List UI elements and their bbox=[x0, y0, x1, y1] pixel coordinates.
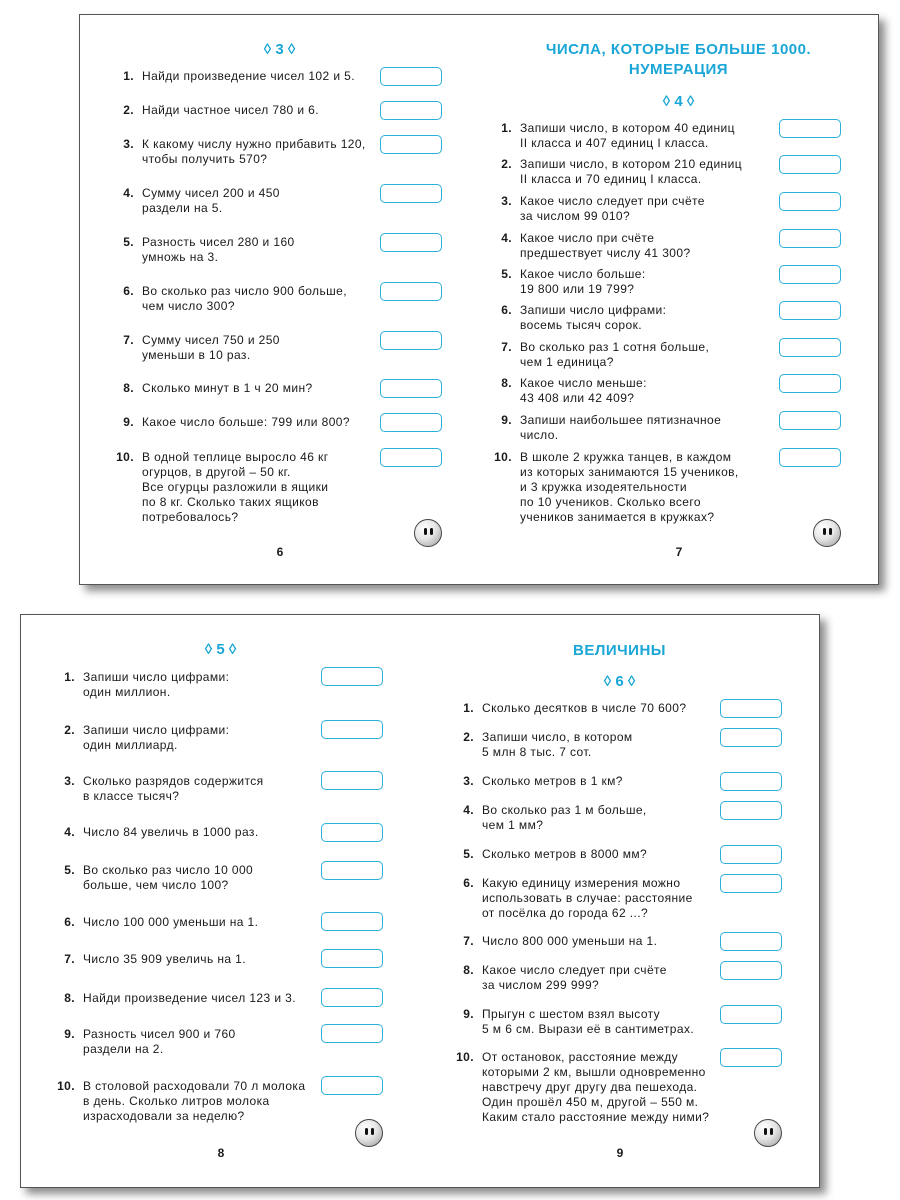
page-7 bbox=[479, 15, 878, 584]
question-text: Запиши число цифрами: один миллиард. bbox=[83, 723, 230, 752]
question-number: 6. bbox=[123, 284, 134, 298]
question-number: 8. bbox=[123, 381, 134, 395]
answer-box[interactable] bbox=[380, 135, 442, 154]
question-text: Какое число больше: 799 или 800? bbox=[142, 415, 350, 429]
question-text: Число 84 увеличь в 1000 раз. bbox=[83, 825, 259, 839]
question-text: Во сколько раз 1 м больше, чем 1 мм? bbox=[482, 803, 647, 832]
answer-box[interactable] bbox=[779, 192, 841, 211]
question-text: Разность чисел 900 и 760 раздели на 2. bbox=[83, 1027, 236, 1056]
page-title: ВЕЛИЧИНЫ bbox=[573, 642, 666, 659]
section-heading: ◊ 6 ◊ bbox=[603, 673, 636, 690]
question-number: 7. bbox=[123, 333, 134, 347]
question-text: Найди частное чисел 780 и 6. bbox=[142, 103, 319, 117]
book-spread-pages-6-7 bbox=[79, 14, 879, 585]
question-text: В одной теплице выросло 46 кг огурцов, в другой – 50 кг. Все огурцы разложили в ящики по 8 кг. Сколько таких ящиков потребовалось? bbox=[142, 450, 329, 524]
answer-box[interactable] bbox=[380, 413, 442, 432]
question-number: 7. bbox=[64, 952, 75, 966]
question-number: 2. bbox=[123, 103, 134, 117]
question-number: 3. bbox=[501, 194, 512, 208]
question-number: 7. bbox=[463, 934, 474, 948]
question-text: Найди произведение чисел 123 и 3. bbox=[83, 991, 296, 1005]
answer-box[interactable] bbox=[321, 912, 383, 931]
question-text: Запиши число цифрами: восемь тысяч сорок. bbox=[520, 303, 667, 332]
question-text: Запиши число, в котором 5 млн 8 тыс. 7 сот. bbox=[482, 730, 633, 759]
question-text: Какое число следует при счёте за числом 299 999? bbox=[482, 963, 667, 992]
answer-box[interactable] bbox=[321, 988, 383, 1007]
question-number: 5. bbox=[463, 847, 474, 861]
answer-box[interactable] bbox=[321, 771, 383, 790]
question-number: 2. bbox=[64, 723, 75, 737]
answer-box[interactable] bbox=[779, 301, 841, 320]
question-text: Сумму чисел 200 и 450 раздели на 5. bbox=[142, 186, 280, 215]
question-number: 8. bbox=[463, 963, 474, 977]
smiley-icon bbox=[813, 519, 841, 547]
page-9 bbox=[420, 615, 819, 1187]
question-number: 8. bbox=[64, 991, 75, 1005]
question-text: Запиши число, в котором 40 единиц II класса и 407 единиц I класса. bbox=[520, 121, 735, 150]
question-text: Сколько минут в 1 ч 20 мин? bbox=[142, 381, 313, 395]
smiley-icon bbox=[754, 1119, 782, 1147]
answer-box[interactable] bbox=[380, 282, 442, 301]
question-number: 4. bbox=[64, 825, 75, 839]
question-text: Сумму чисел 750 и 250 уменьши в 10 раз. bbox=[142, 333, 280, 362]
question-number: 1. bbox=[463, 701, 474, 715]
answer-box[interactable] bbox=[720, 1048, 782, 1067]
question-text: Разность чисел 280 и 160 умножь на 3. bbox=[142, 235, 295, 264]
question-number: 4. bbox=[501, 231, 512, 245]
answer-box[interactable] bbox=[380, 233, 442, 252]
question-number: 5. bbox=[501, 267, 512, 281]
question-text: Запиши наибольшее пятизначное число. bbox=[520, 413, 722, 442]
question-number: 1. bbox=[501, 121, 512, 135]
question-number: 1. bbox=[64, 670, 75, 684]
question-text: Сколько метров в 8000 мм? bbox=[482, 847, 648, 861]
question-text: Во сколько раз 1 сотня больше, чем 1 единица? bbox=[520, 340, 710, 369]
question-number: 10. bbox=[116, 450, 134, 464]
answer-box[interactable] bbox=[779, 338, 841, 357]
answer-box[interactable] bbox=[720, 801, 782, 820]
question-text: В школе 2 кружка танцев, в каждом из которых занимаются 15 учеников, и 3 кружка изодеятельности по 10 учеников. Сколько всего учеников занимается в кружках? bbox=[520, 450, 739, 524]
question-text: Прыгун с шестом взял высоту 5 м 6 см. Вырази её в сантиметрах. bbox=[482, 1007, 695, 1036]
answer-box[interactable] bbox=[380, 101, 442, 120]
question-text: Во сколько раз число 10 000 больше, чем число 100? bbox=[83, 863, 254, 892]
question-number: 4. bbox=[463, 803, 474, 817]
page-8 bbox=[21, 615, 420, 1187]
question-number: 10. bbox=[456, 1050, 474, 1064]
answer-box[interactable] bbox=[720, 874, 782, 893]
question-number: 6. bbox=[501, 303, 512, 317]
answer-box[interactable] bbox=[380, 331, 442, 350]
answer-box[interactable] bbox=[321, 823, 383, 842]
question-number: 9. bbox=[463, 1007, 474, 1021]
answer-box[interactable] bbox=[321, 949, 383, 968]
answer-box[interactable] bbox=[321, 1076, 383, 1095]
question-text: Какое число при счёте предшествует числу 41 300? bbox=[520, 231, 691, 260]
answer-box[interactable] bbox=[720, 772, 782, 791]
answer-box[interactable] bbox=[779, 374, 841, 393]
question-text: Во сколько раз число 900 больше, чем число 300? bbox=[142, 284, 347, 313]
question-text: Сколько десятков в числе 70 600? bbox=[482, 701, 687, 715]
page-title-line2: НУМЕРАЦИЯ bbox=[628, 61, 729, 78]
answer-box[interactable] bbox=[380, 379, 442, 398]
question-text: В столовой расходовали 70 л молока в день. Сколько литров молока израсходовали за неделю? bbox=[83, 1079, 306, 1123]
question-number: 6. bbox=[64, 915, 75, 929]
question-number: 10. bbox=[494, 450, 512, 464]
page-number: 6 bbox=[276, 545, 284, 559]
question-number: 2. bbox=[501, 157, 512, 171]
question-text: Число 800 000 уменьши на 1. bbox=[482, 934, 658, 948]
answer-box[interactable] bbox=[720, 961, 782, 980]
question-number: 2. bbox=[463, 730, 474, 744]
answer-box[interactable] bbox=[380, 67, 442, 86]
smiley-icon bbox=[414, 519, 442, 547]
page-number: 7 bbox=[675, 545, 683, 559]
answer-box[interactable] bbox=[779, 155, 841, 174]
question-number: 6. bbox=[463, 876, 474, 890]
page-title: ЧИСЛА, КОТОРЫЕ БОЛЬШЕ 1000. bbox=[545, 41, 812, 58]
question-number: 9. bbox=[501, 413, 512, 427]
question-number: 8. bbox=[501, 376, 512, 390]
question-number: 10. bbox=[57, 1079, 75, 1093]
answer-box[interactable] bbox=[779, 265, 841, 284]
answer-box[interactable] bbox=[720, 932, 782, 951]
answer-box[interactable] bbox=[380, 184, 442, 203]
question-text: К какому числу нужно прибавить 120, чтобы получить 570? bbox=[142, 137, 366, 166]
answer-box[interactable] bbox=[779, 448, 841, 467]
question-number: 5. bbox=[64, 863, 75, 877]
answer-box[interactable] bbox=[720, 699, 782, 718]
page-number: 9 bbox=[616, 1146, 624, 1160]
answer-box[interactable] bbox=[779, 119, 841, 138]
question-text: Число 100 000 уменьши на 1. bbox=[83, 915, 259, 929]
question-text: Сколько метров в 1 км? bbox=[482, 774, 623, 788]
question-text: Число 35 909 увеличь на 1. bbox=[83, 952, 246, 966]
question-number: 3. bbox=[123, 137, 134, 151]
question-number: 5. bbox=[123, 235, 134, 249]
answer-box[interactable] bbox=[380, 448, 442, 467]
answer-box[interactable] bbox=[720, 728, 782, 747]
question-text: Какое число меньше: 43 408 или 42 409? bbox=[520, 376, 647, 405]
section-heading: ◊ 5 ◊ bbox=[204, 641, 237, 658]
question-text: Сколько разрядов содержится в классе тысяч? bbox=[83, 774, 264, 803]
page-6 bbox=[80, 15, 479, 584]
book-spread-pages-8-9 bbox=[20, 614, 820, 1188]
question-text: Какое число больше: 19 800 или 19 799? bbox=[520, 267, 646, 296]
answer-box[interactable] bbox=[720, 845, 782, 864]
question-number: 1. bbox=[123, 69, 134, 83]
answer-box[interactable] bbox=[779, 411, 841, 430]
question-number: 7. bbox=[501, 340, 512, 354]
answer-box[interactable] bbox=[321, 667, 383, 686]
question-text: Запиши число цифрами: один миллион. bbox=[83, 670, 230, 699]
page-number: 8 bbox=[217, 1146, 225, 1160]
answer-box[interactable] bbox=[321, 720, 383, 739]
question-text: Какое число следует при счёте за числом 99 010? bbox=[520, 194, 705, 223]
question-number: 9. bbox=[64, 1027, 75, 1041]
answer-box[interactable] bbox=[321, 861, 383, 880]
section-heading: ◊ 3 ◊ bbox=[263, 41, 296, 58]
smiley-icon bbox=[355, 1119, 383, 1147]
question-number: 3. bbox=[463, 774, 474, 788]
answer-box[interactable] bbox=[720, 1005, 782, 1024]
question-text: Запиши число, в котором 210 единиц II класса и 70 единиц I класса. bbox=[520, 157, 742, 186]
question-text: Найди произведение чисел 102 и 5. bbox=[142, 69, 355, 83]
question-text: От остановок, расстояние между которыми 2 км, вышли одновременно навстречу друг другу два пешехода. Один прошёл 450 м, другой – 550 м. Каким стало расстояние между ними? bbox=[482, 1050, 710, 1124]
question-text: Какую единицу измерения можно использовать в случае: расстояние от посёлка до города 62 ...? bbox=[482, 876, 693, 920]
question-number: 4. bbox=[123, 186, 134, 200]
answer-box[interactable] bbox=[321, 1024, 383, 1043]
answer-box[interactable] bbox=[779, 229, 841, 248]
question-number: 9. bbox=[123, 415, 134, 429]
section-heading: ◊ 4 ◊ bbox=[662, 93, 695, 110]
question-number: 3. bbox=[64, 774, 75, 788]
